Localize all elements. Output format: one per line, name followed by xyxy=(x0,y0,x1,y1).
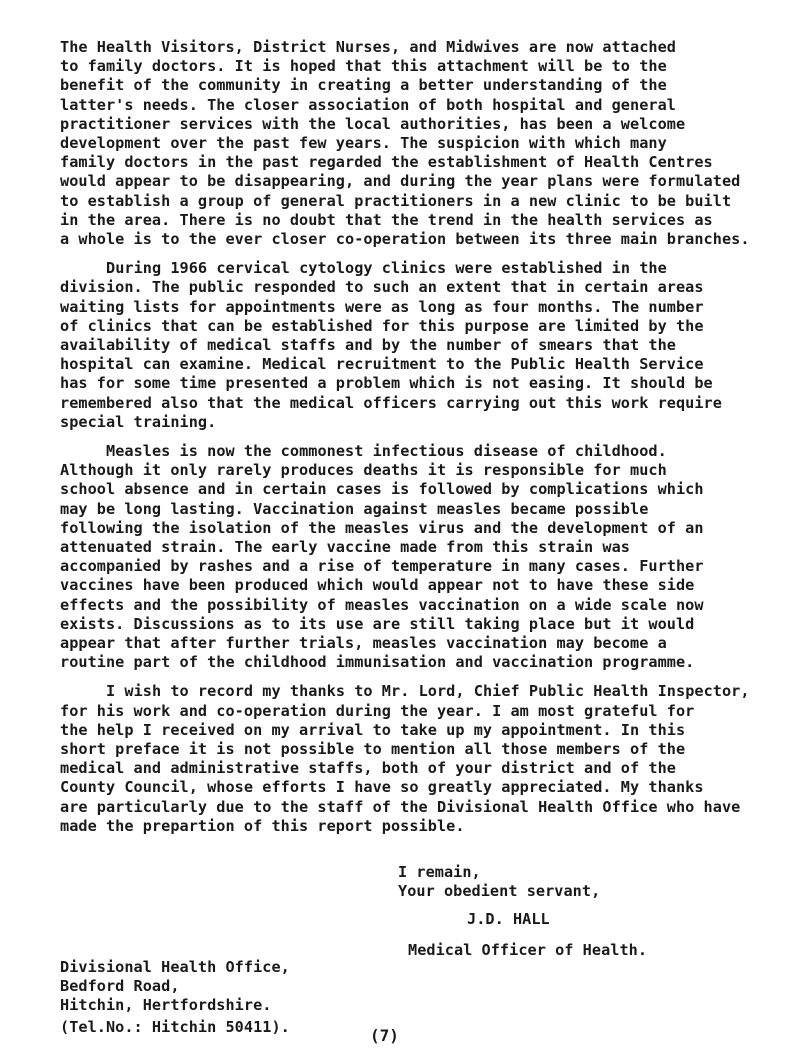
text-line: medical and administrative staffs, both of your district and of the xyxy=(60,759,676,778)
text-line: benefit of the community in creating a better understanding of the xyxy=(60,76,667,95)
text-line: Although it only rarely produces deaths it is responsible for much xyxy=(60,461,667,480)
text-line: routine part of the childhood immunisation and vaccination programme. xyxy=(60,653,695,672)
signature-name: J.D. HALL xyxy=(467,909,550,928)
address-line: (Tel.No.: Hitchin 50411). xyxy=(60,1017,290,1036)
address-line: Bedford Road, xyxy=(60,976,180,995)
text-line: of clinics that can be established for this purpose are limited by the xyxy=(60,316,704,335)
text-line: to family doctors. It is hoped that this attachment will be to the xyxy=(60,57,667,76)
text-line: would appear to be disappearing, and during the year plans were formulated xyxy=(60,172,741,191)
text-line: in the area. There is no doubt that the trend in the health services as xyxy=(60,210,713,229)
text-line: are particularly due to the staff of the Divisional Health Office who have xyxy=(60,797,741,816)
text-line: development over the past few years. The suspicion with which many xyxy=(60,134,667,152)
text-line: Measles is now the commonest infectious disease of childhood. xyxy=(106,442,667,460)
text-line: During 1966 cervical cytology clinics were established in the xyxy=(106,259,667,278)
text-line: the help I received on my arrival to take up my appointment. In this xyxy=(60,720,686,739)
address-line: Hitchin, Hertfordshire. xyxy=(60,995,272,1014)
text-line: exists. Discussions as to its use are still taking place but it would xyxy=(60,614,695,633)
text-line: to establish a group of general practitioners in a new clinic to be built xyxy=(60,191,732,210)
text-line: practitioner services with the local authorities, has been a welcome xyxy=(60,114,686,133)
text-line: vaccines have been produced which would appear not to have these side xyxy=(60,576,695,595)
text-line: accompanied by rashes and a rise of temperature in many cases. Further xyxy=(60,557,704,576)
text-line: remembered also that the medical officers carrying out this work require xyxy=(60,393,722,412)
signature-title: Medical Officer of Health. xyxy=(408,940,648,959)
text-line: has for some time presented a problem which is not easing. It should be xyxy=(60,374,713,393)
page-number: (7) xyxy=(370,1025,399,1045)
closing-servant: Your obedient servant, xyxy=(398,881,601,900)
text-line: school absence and in certain cases is followed by complications which xyxy=(60,480,704,499)
text-line: The Health Visitors, District Nurses, and Midwives are now attached xyxy=(60,38,676,56)
text-line: a whole is to the ever closer co-operation between its three main branches. xyxy=(60,230,750,248)
text-line: following the isolation of the measles virus and the development of an xyxy=(60,518,704,537)
text-line: appear that after further trials, measles vaccination may become a xyxy=(60,634,667,652)
text-line: division. The public responded to such an extent that in certain areas xyxy=(60,278,704,297)
text-line: waiting lists for appointments were as long as four months. The number xyxy=(60,297,704,316)
address-line: Divisional Health Office, xyxy=(60,957,290,976)
text-line: special training. xyxy=(60,412,217,431)
text-line: for his work and co-operation during the year. I am most grateful for xyxy=(60,701,695,720)
text-line: effects and the possibility of measles vaccination on a wide scale now xyxy=(60,595,704,614)
text-line: made the prepartion of this report possible. xyxy=(60,816,465,835)
text-line: County Council, whose efforts I have so greatly appreciated. My thanks xyxy=(60,778,704,797)
text-line: latter's needs. The closer association of both hospital and general xyxy=(60,95,676,114)
closing-remain: I remain, xyxy=(398,862,481,881)
text-line: may be long lasting. Vaccination against measles became possible xyxy=(60,499,649,518)
text-line: hospital can examine. Medical recruitment to the Public Health Service xyxy=(60,355,704,374)
text-line: attenuated strain. The early vaccine made from this strain was xyxy=(60,538,631,556)
text-line: short preface it is not possible to mention all those members of the xyxy=(60,740,686,758)
text-line: availability of medical staffs and by the number of smears that the xyxy=(60,336,676,354)
text-line: family doctors in the past regarded the establishment of Health Centres xyxy=(60,153,713,172)
text-line: I wish to record my thanks to Mr. Lord, Chief Public Health Inspector, xyxy=(106,682,750,701)
